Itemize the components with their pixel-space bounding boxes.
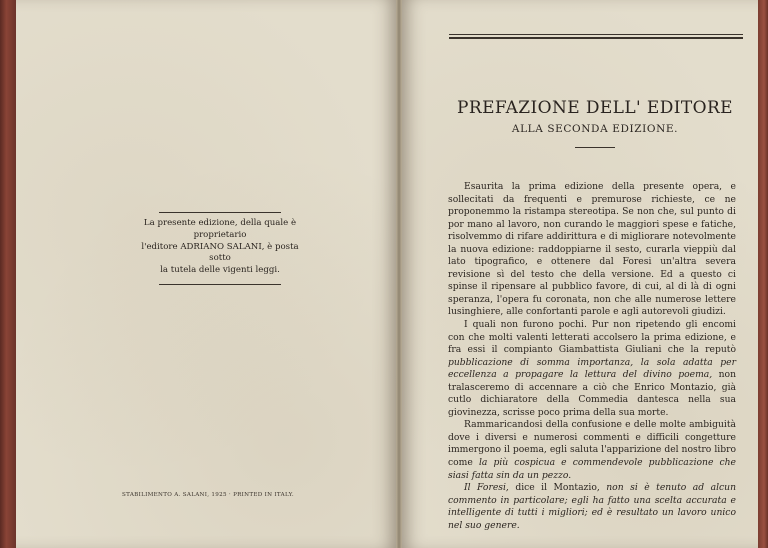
text-run: Rammaricandosi della confusione e delle molte ambiguità dove i diversi e numerosi commenti e difficili congetture immergono il poema, egli saluta l'apparizione del nostro libro come: [448, 419, 736, 469]
copyright-notice: [132, 212, 308, 285]
paragraph: [448, 319, 736, 419]
paragraph: [448, 419, 736, 482]
book-binding-right: [758, 0, 768, 548]
paragraph: [448, 482, 736, 532]
italic-quote: pubblicazione di somma importanza, la sola adatta per eccellenza a propagare la lettura del divino poema,: [448, 356, 736, 381]
notice-line: la tutela delle vigenti leggi.: [160, 265, 280, 276]
italic-quote: Il Foresi,: [464, 482, 509, 494]
italic-quote: la più cospicua e commendevole pubblicazione che siasi fatta sin da un pezzo.: [448, 457, 736, 481]
text-run: dice il Montazio,: [508, 482, 607, 494]
notice-text: [132, 218, 308, 277]
preface-body: [448, 181, 736, 532]
book-binding-left: [0, 0, 16, 548]
page-subtitle: ALLA SECONDA EDIZIONE.: [511, 123, 679, 135]
paragraph: Esaurita la prima edizione della presente opera, e sollecitati da frequenti e premurose richieste, ce ne proponemmo la ristampa stereotipa. Se non che, sul punto di por mano al lavoro, non curando le maggiori spese e fatiche, risolvemmo di rifare addirittura e di migliorare notevolmente la nuova edizione: raddoppiarne il sesto, curarla vieppiù dal lato tipografico, e ottenere dal Foresi un'altra severa revisione sì del testo che della versione. Ed a questo ci spinse il ripensare al pubblico favore, di cui, al di là di ogni speranza, l'opera fu coronata, non che alle numerose lettere lusinghiere, alle confortanti parole e agli autorevoli giudizi.: [448, 181, 736, 318]
italic-quote: non si è tenuto ad alcun commento in particolare; egli ha fatto una scelta accurata e intelligente di tutti i migliori; ed è resultato un lavoro unico nel suo genere.: [448, 482, 737, 531]
page-title: PREFAZIONE DELL' EDITORE: [457, 98, 733, 118]
printer-imprint: STABILIMENTO A. SALANI, 1925 · PRINTED IN ITALY.: [121, 492, 294, 498]
header-rule-thin: [449, 34, 743, 35]
title-divider: [575, 147, 615, 148]
text-run: non tralasceremo di accennare a ciò che Enrico Montazio, già cutlo dichiaratore della Commedia dantesca nella sua giovinezza, scrisse poco prima della sua morte.: [448, 369, 736, 418]
notice-line: La presente edizione, della quale è proprietario: [143, 218, 297, 240]
notice-bottom-rule: [159, 284, 281, 285]
notice-top-rule: [159, 212, 281, 213]
text-run: I quali non furono pochi. Pur non ripetendo gli encomi con che molti valenti letterati accolsero la prima edizione, e fra essi il compianto Giambattista Giuliani che la reputò: [448, 319, 736, 356]
header-double-rule: [449, 34, 743, 39]
book-gutter: [396, 0, 402, 548]
notice-line: l'editore ADRIANO SALANI, è posta sotto: [141, 241, 299, 264]
header-rule-thick: [449, 37, 743, 39]
